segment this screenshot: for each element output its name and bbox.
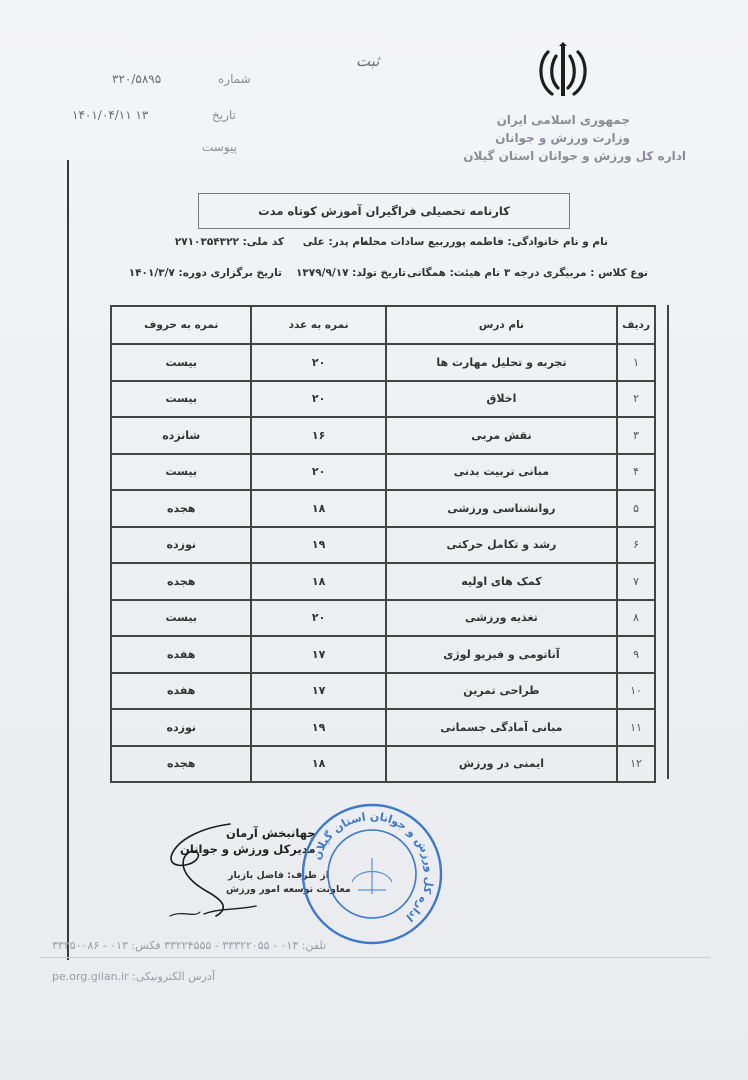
table-row <box>111 746 655 783</box>
row-score-words: هفده <box>111 673 251 710</box>
national-id-value: ۲۷۱۰۳۵۴۳۲۲ <box>174 236 239 248</box>
right-border-line <box>667 305 669 779</box>
grades-table-body <box>111 344 655 782</box>
course-date-label: تاریخ برگزاری دوره: <box>178 267 282 279</box>
row-score-words: هفده <box>111 636 251 673</box>
course-date-value: ۱۴۰۱/۳/۷ <box>128 267 175 279</box>
row-index: ۱۲ <box>617 746 655 783</box>
signer-deputy: معاونت توسعه امور ورزش <box>226 884 351 895</box>
row-course: تجربه و تحلیل مهارت ها <box>386 344 617 381</box>
gov-line-1: جمهوری اسلامی ایران <box>496 113 630 127</box>
row-course: رشد و تکامل حرکتی <box>386 527 617 564</box>
row-score-words: بیست <box>111 344 251 381</box>
row-index: ۱۱ <box>617 709 655 746</box>
row-score-number: ۱۸ <box>251 563 385 600</box>
table-row <box>111 417 655 454</box>
row-score-number: ۱۹ <box>251 527 385 564</box>
official-stamp-icon <box>300 802 444 946</box>
row-course: اخلاق <box>386 381 617 418</box>
student-name <box>362 236 608 248</box>
footer-email-label: آدرس الکترونیکی: <box>132 970 215 983</box>
signer-name: جهانبخش آرمان <box>226 826 316 840</box>
row-index: ۸ <box>617 600 655 637</box>
row-index: ۲ <box>617 381 655 418</box>
table-row <box>111 563 655 600</box>
class-label: نوع کلاس : <box>590 267 648 279</box>
table-row <box>111 490 655 527</box>
row-score-words: بیست <box>111 600 251 637</box>
row-course: ایمنی در ورزش <box>386 746 617 783</box>
row-course: تغذیه ورزشی <box>386 600 617 637</box>
table-row <box>111 381 655 418</box>
class-type <box>504 267 648 279</box>
name-value: فاطمه پورربیع سادات محله <box>362 236 504 248</box>
row-score-number: ۱۷ <box>251 673 385 710</box>
name-label: نام و نام خانوادگی: <box>507 236 608 248</box>
header-course: نام درس <box>386 306 617 344</box>
row-course: روانشناسی ورزشی <box>386 490 617 527</box>
row-score-words: نوزده <box>111 709 251 746</box>
signer-by-line: از طرف: فاضل بازیار <box>228 870 329 881</box>
header-score-words: نمره به حروف <box>111 306 251 344</box>
row-index: ۹ <box>617 636 655 673</box>
row-index: ۱۰ <box>617 673 655 710</box>
row-course: طراحی تمرین <box>386 673 617 710</box>
row-score-number: ۲۰ <box>251 600 385 637</box>
registration-mark: ثبت <box>356 52 380 70</box>
row-score-number: ۱۹ <box>251 709 385 746</box>
birth-value: ۱۳۷۹/۹/۱۷ <box>295 267 349 279</box>
father-label: نام پدر: <box>328 236 368 248</box>
birth-date <box>296 267 406 279</box>
board-value: همگانی <box>407 267 446 279</box>
table-row <box>111 344 655 381</box>
board-label: نام هیئت: <box>449 267 500 279</box>
attachment-label: پیوست <box>202 140 237 154</box>
table-row <box>111 527 655 564</box>
row-course: کمک های اولیه <box>386 563 617 600</box>
table-row <box>111 709 655 746</box>
course-date <box>129 267 282 279</box>
table-row <box>111 673 655 710</box>
row-index: ۶ <box>617 527 655 564</box>
row-course: مبانی آمادگی جسمانی <box>386 709 617 746</box>
footer-email <box>52 970 215 983</box>
header-index: ردیف <box>617 306 655 344</box>
document-title: کارنامه تحصیلی فراگیران آموزش کوتاه مدت <box>198 193 570 229</box>
footer-email-value: pe.org.gilan.ir <box>52 970 129 983</box>
class-value: مربیگری درجه ۳ <box>503 267 587 279</box>
header-score-number: نمره به عدد <box>251 306 385 344</box>
signer-title: مدیرکل ورزش و جوانان <box>180 842 316 856</box>
row-index: ۴ <box>617 454 655 491</box>
gov-line-3: اداره کل ورزش و جوانان استان گیلان <box>463 149 686 163</box>
left-border-line <box>67 160 69 960</box>
row-score-number: ۱۸ <box>251 490 385 527</box>
row-score-words: هجده <box>111 490 251 527</box>
number-label: شماره <box>218 72 251 86</box>
row-score-words: بیست <box>111 454 251 491</box>
row-score-words: هجده <box>111 563 251 600</box>
row-score-number: ۱۷ <box>251 636 385 673</box>
row-course: مبانی تربیت بدنی <box>386 454 617 491</box>
row-score-number: ۲۰ <box>251 454 385 491</box>
row-score-words: شانزده <box>111 417 251 454</box>
handwritten-signature <box>160 818 310 928</box>
date-label: تاریخ <box>212 108 236 122</box>
row-score-words: هجده <box>111 746 251 783</box>
row-index: ۵ <box>617 490 655 527</box>
table-row <box>111 454 655 491</box>
row-index: ۳ <box>617 417 655 454</box>
row-score-words: نوزده <box>111 527 251 564</box>
row-course: نقش مربی <box>386 417 617 454</box>
row-score-number: ۱۸ <box>251 746 385 783</box>
date-value: ۱۴۰۱/۰۴/۱۱ ۱۳ <box>72 108 149 122</box>
row-score-number: ۱۶ <box>251 417 385 454</box>
table-row <box>111 600 655 637</box>
father-value: علی <box>302 236 325 248</box>
table-row <box>111 636 655 673</box>
gov-line-2: وزارت ورزش و جوانان <box>495 131 630 145</box>
footer-contact: تلفن: ۰۱۳ - ۳۳۳۲۲۰۵۵ - ۳۳۲۲۴۵۵۵ فکس: ۰۱۳ - ۳۳۳۵۰۰۸۶ <box>52 939 327 952</box>
row-course: آناتومی و فیزیو لوژی <box>386 636 617 673</box>
row-score-number: ۲۰ <box>251 344 385 381</box>
footer-divider <box>40 957 710 958</box>
birth-label: تاریخ تولد: <box>352 267 406 279</box>
number-value: ۳۲۰/۵۸۹۵ <box>112 72 162 86</box>
grades-table <box>110 305 656 783</box>
iran-emblem-icon <box>532 42 594 104</box>
row-index: ۱ <box>617 344 655 381</box>
stamp-ring-text: اداره کل ورزش و جوانان استان گیلان <box>310 809 437 925</box>
row-index: ۷ <box>617 563 655 600</box>
father-name <box>303 236 368 248</box>
national-id-label: کد ملی: <box>242 236 284 248</box>
row-score-words: بیست <box>111 381 251 418</box>
row-score-number: ۲۰ <box>251 381 385 418</box>
board-name <box>407 267 500 279</box>
national-id <box>175 236 284 248</box>
table-header-row <box>111 306 655 344</box>
